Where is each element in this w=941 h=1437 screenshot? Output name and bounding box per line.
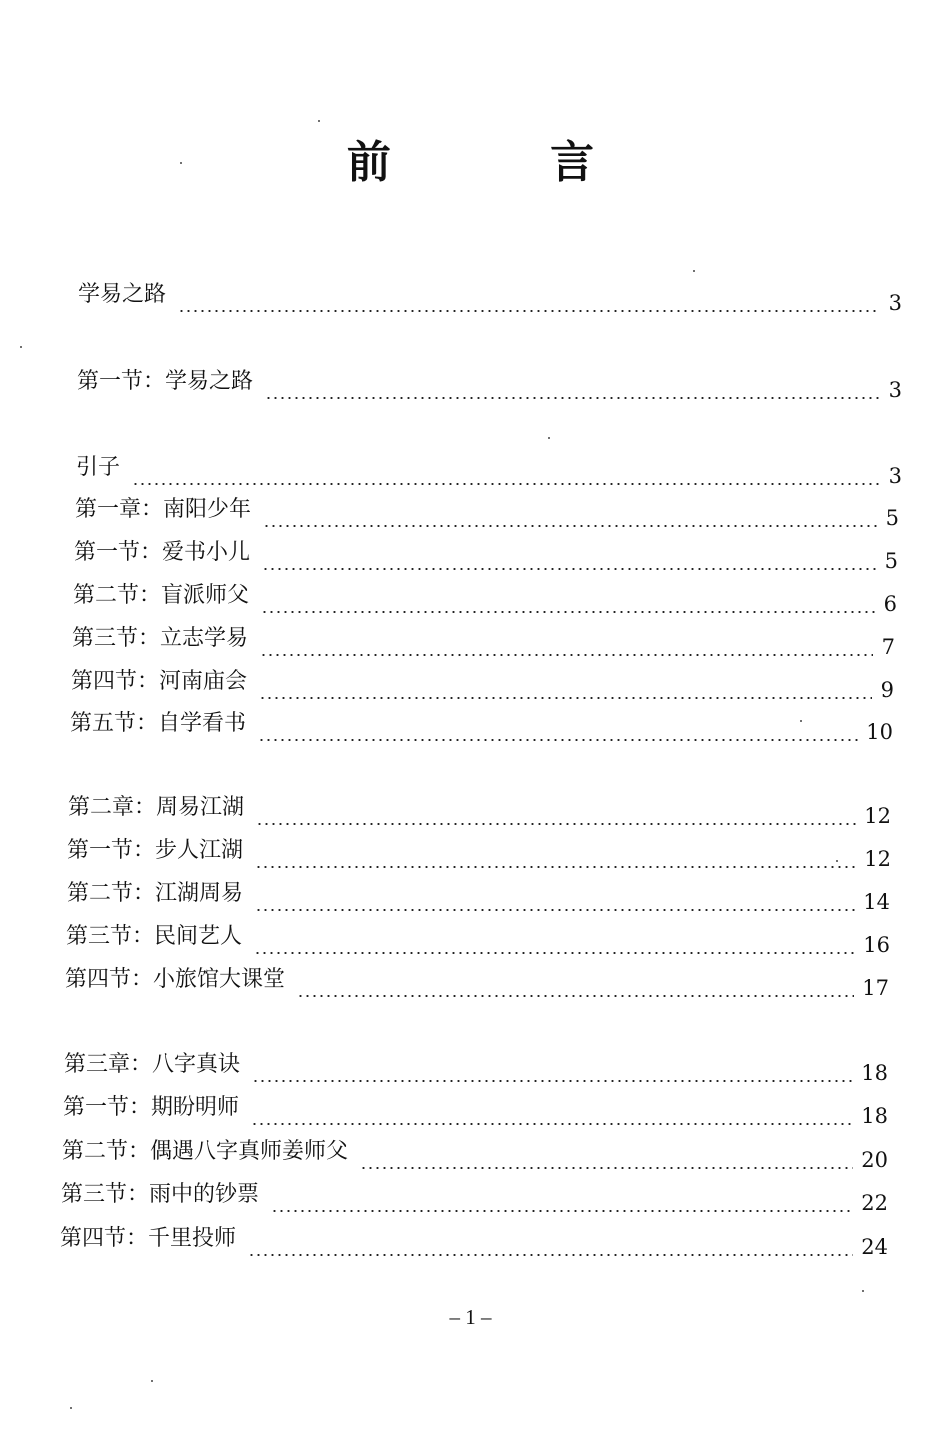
toc-entry[interactable] — [77, 371, 902, 403]
toc-entry[interactable] — [78, 284, 902, 316]
toc-entry[interactable] — [74, 542, 898, 574]
toc-entry-label: 第三节：立志学易 — [72, 626, 249, 651]
dot-leader — [260, 654, 873, 656]
toc-entry-page: 3 — [888, 291, 902, 315]
toc-entry-label: 第三章：八字真诀 — [64, 1052, 241, 1077]
scan-speck — [862, 1290, 864, 1292]
scan-speck — [836, 860, 838, 862]
dot-leader — [360, 1167, 853, 1169]
scan-speck — [800, 720, 802, 722]
toc-entry[interactable] — [67, 840, 891, 872]
dot-leader — [132, 483, 880, 485]
toc-entry-label: 第四节：河南庙会 — [71, 669, 248, 694]
dot-leader — [255, 866, 856, 868]
toc-entry-label: 第四节：小旅馆大课堂 — [65, 967, 286, 992]
toc-entry-page: 3 — [888, 378, 902, 402]
dot-leader — [263, 525, 877, 527]
toc-entry[interactable] — [61, 1184, 888, 1216]
toc-entry-page: 5 — [884, 549, 898, 573]
dot-leader — [258, 739, 858, 741]
toc-entry[interactable] — [75, 499, 899, 531]
scan-speck — [180, 162, 182, 164]
toc-entry[interactable] — [70, 713, 893, 745]
dot-leader — [261, 611, 875, 613]
dot-leader — [297, 995, 854, 997]
toc-entry-page: 6 — [883, 592, 897, 616]
toc-entry-page: 16 — [863, 933, 890, 957]
toc-entry-label: 第二节：盲派师父 — [73, 583, 250, 608]
toc-entry[interactable] — [60, 1228, 888, 1260]
toc-entry-label: 第二章：周易江湖 — [68, 795, 245, 820]
scan-speck — [548, 437, 550, 439]
dot-leader — [271, 1210, 853, 1212]
scan-speck — [20, 346, 22, 348]
toc-entry[interactable] — [65, 969, 889, 1001]
toc-entry[interactable] — [62, 1141, 888, 1173]
toc-entry[interactable] — [66, 926, 890, 958]
scan-speck — [318, 120, 320, 122]
toc-entry[interactable] — [63, 1097, 888, 1129]
dot-leader — [248, 1254, 853, 1256]
toc-entry-label: 第一节：期盼明师 — [63, 1095, 240, 1120]
toc-entry-label: 引子 — [76, 455, 121, 480]
toc-entry[interactable] — [76, 457, 902, 489]
toc-entry-page: 20 — [861, 1148, 888, 1172]
toc-entry[interactable] — [73, 585, 897, 617]
dot-leader — [256, 823, 856, 825]
toc-entry-label: 第三节：民间艺人 — [66, 924, 243, 949]
dot-leader — [251, 1123, 853, 1125]
toc-entry-label: 第四节：千里投师 — [60, 1226, 237, 1251]
scan-speck — [693, 270, 695, 272]
toc-entry-page: 18 — [861, 1104, 888, 1128]
toc-entry-label: 第二节：偶遇八字真师姜师父 — [62, 1139, 349, 1164]
dot-leader — [178, 310, 880, 312]
dot-leader — [259, 697, 872, 699]
toc-entry-label: 第二节：江湖周易 — [67, 881, 244, 906]
toc-entry-label: 第三节：雨中的钞票 — [61, 1182, 260, 1207]
dot-leader — [252, 1080, 853, 1082]
toc-entry-page: 17 — [862, 976, 889, 1000]
toc-entry[interactable] — [72, 628, 895, 660]
dot-leader — [262, 568, 876, 570]
toc-entry[interactable] — [64, 1054, 888, 1086]
toc-entry-page: 24 — [861, 1235, 888, 1259]
toc-entry-page: 14 — [863, 890, 890, 914]
toc-entry-page: 3 — [888, 464, 902, 488]
toc-entry-page: 7 — [881, 635, 895, 659]
toc-entry-page: 5 — [885, 506, 899, 530]
toc-entry-label: 第一节：爱书小儿 — [74, 540, 251, 565]
dot-leader — [254, 952, 855, 954]
toc-entry-page: 10 — [866, 720, 893, 744]
toc-entry-page: 9 — [880, 678, 894, 702]
toc-entry[interactable] — [71, 671, 894, 703]
toc-entry-label: 第五节：自学看书 — [70, 711, 247, 736]
scan-speck — [70, 1407, 72, 1409]
page-title: 前 言 — [346, 137, 667, 188]
toc-entry-page: 12 — [864, 847, 891, 871]
toc-entry-page: 12 — [864, 804, 891, 828]
toc-entry-label: 第一章：南阳少年 — [75, 497, 252, 522]
scan-speck — [151, 1380, 153, 1382]
dot-leader — [265, 397, 880, 399]
toc-entry-label: 第一节：学易之路 — [77, 369, 254, 394]
toc-entry[interactable] — [67, 883, 890, 915]
toc-entry-page: 18 — [861, 1061, 888, 1085]
toc-entry-page: 22 — [861, 1191, 888, 1215]
toc-entry-label: 第一节：步人江湖 — [67, 838, 244, 863]
page-number: – 1 – — [449, 1305, 492, 1329]
toc-entry-label: 学易之路 — [78, 282, 167, 307]
toc-entry[interactable] — [68, 797, 891, 829]
dot-leader — [255, 909, 855, 911]
